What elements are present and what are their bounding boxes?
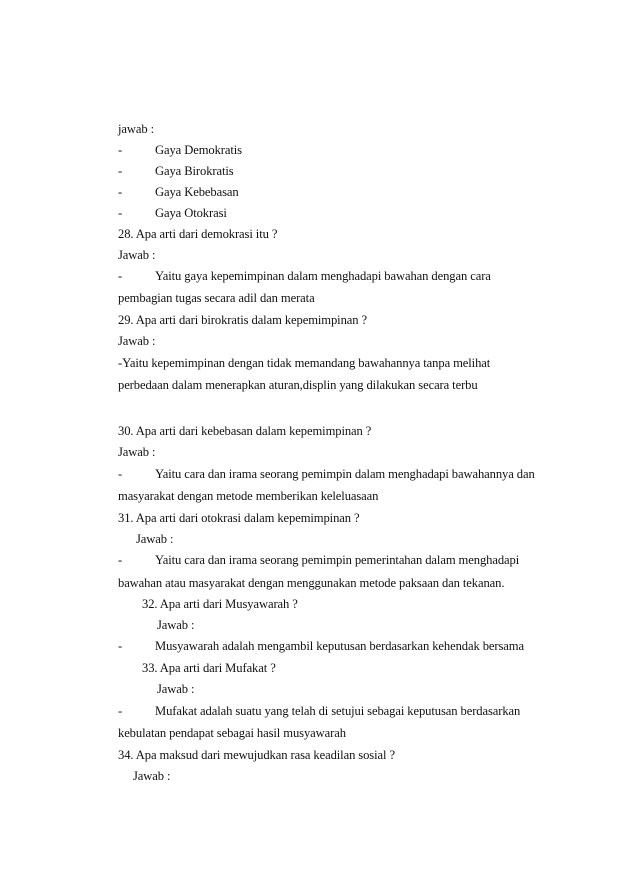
answer-text: Mufakat adalah suatu yang telah di setujui sebagai keputusan berdasarkan bbox=[155, 704, 521, 718]
question-34: 34. Apa maksud dari mewujudkan rasa keadilan sosial ? bbox=[118, 748, 395, 762]
answer-label: Jawab : bbox=[157, 618, 195, 632]
answer-text: Musyawarah adalah mengambil keputusan berdasarkan kehendak bersama bbox=[155, 639, 524, 653]
answer-text: kebulatan pendapat sebagai hasil musyawarah bbox=[118, 726, 346, 740]
question-29: 29. Apa arti dari birokratis dalam kepemimpinan ? bbox=[118, 313, 367, 327]
answer-text: Yaitu cara dan irama seorang pemimpin dalam menghadapi bawahannya dan bbox=[155, 467, 535, 481]
list-item: Gaya Kebebasan bbox=[155, 185, 239, 199]
list-item: Gaya Birokratis bbox=[155, 164, 234, 178]
list-dash: - bbox=[118, 639, 123, 653]
list-dash: - bbox=[118, 269, 123, 283]
question-30: 30. Apa arti dari kebebasan dalam kepemimpinan ? bbox=[118, 424, 372, 438]
question-28: 28. Apa arti dari demokrasi itu ? bbox=[118, 227, 278, 241]
answer-label: Jawab : bbox=[133, 769, 171, 783]
list-item: Gaya Otokrasi bbox=[155, 206, 227, 220]
answer-text: bawahan atau masyarakat dengan menggunakan metode paksaan dan tekanan. bbox=[118, 576, 505, 590]
answer-text: masyarakat dengan metode memberikan keleluasaan bbox=[118, 489, 379, 503]
answer-text: pembagian tugas secara adil dan merata bbox=[118, 291, 315, 305]
question-33: 33. Apa arti dari Mufakat ? bbox=[142, 661, 276, 675]
list-dash: - bbox=[118, 553, 123, 567]
answer-label: Jawab : bbox=[157, 682, 195, 696]
answer-label: Jawab : bbox=[118, 445, 156, 459]
answer-label: jawab : bbox=[118, 122, 155, 136]
list-dash: - bbox=[118, 164, 123, 178]
list-item: Gaya Demokratis bbox=[155, 143, 242, 157]
answer-text: perbedaan dalam menerapkan aturan,displin yang dilakukan secara terbu bbox=[118, 378, 478, 392]
question-32: 32. Apa arti dari Musyawarah ? bbox=[142, 597, 298, 611]
list-dash: - bbox=[118, 143, 123, 157]
list-dash: - bbox=[118, 704, 123, 718]
question-31: 31. Apa arti dari otokrasi dalam kepemimpinan ? bbox=[118, 511, 360, 525]
list-dash: - bbox=[118, 185, 123, 199]
answer-label: Jawab : bbox=[118, 334, 156, 348]
answer-text: -Yaitu kepemimpinan dengan tidak memandang bawahannya tanpa melihat bbox=[118, 356, 491, 370]
answer-label: Jawab : bbox=[136, 532, 174, 546]
answer-text: Yaitu cara dan irama seorang pemimpin pemerintahan dalam menghadapi bbox=[155, 553, 520, 567]
list-dash: - bbox=[118, 206, 123, 220]
answer-text: Yaitu gaya kepemimpinan dalam menghadapi bawahan dengan cara bbox=[155, 269, 491, 283]
answer-label: Jawab : bbox=[118, 248, 156, 262]
list-dash: - bbox=[118, 467, 123, 481]
